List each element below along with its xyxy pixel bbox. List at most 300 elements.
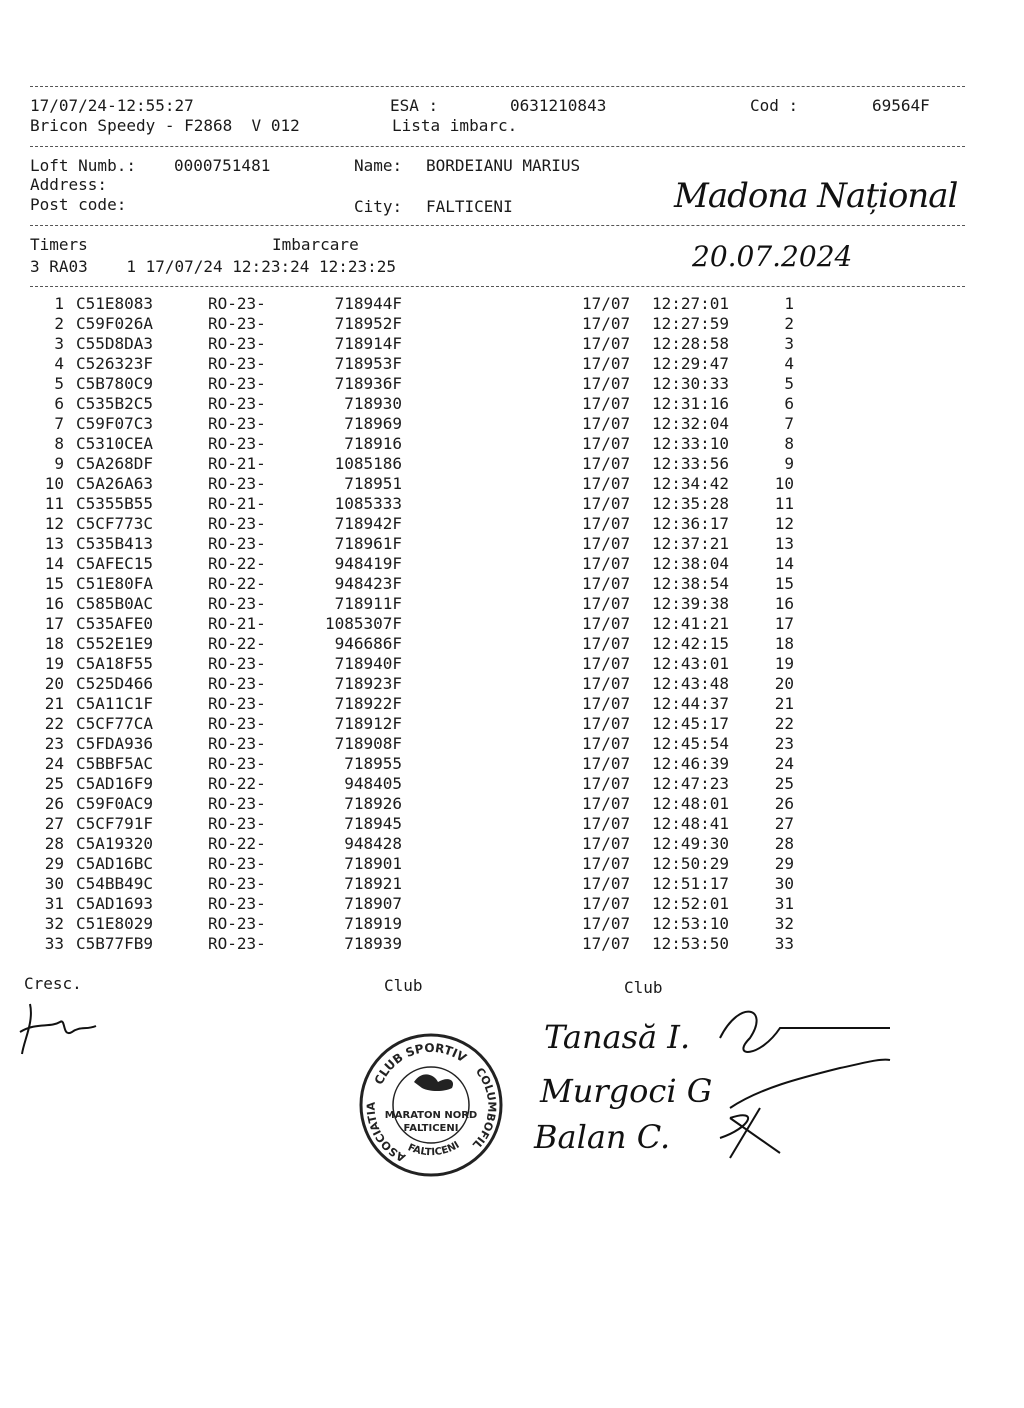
arrival-time: 12:48:41 bbox=[652, 814, 730, 833]
table-row bbox=[0, 574, 1024, 594]
ring-prefix: RO-23- bbox=[208, 434, 266, 453]
table-row bbox=[0, 314, 1024, 334]
arrival-time: 12:46:39 bbox=[652, 754, 730, 773]
ring-prefix: RO-22- bbox=[208, 834, 266, 853]
chip-id: C535AFE0 bbox=[76, 614, 154, 633]
club-label-2: Club bbox=[624, 978, 663, 997]
ring-number: 718969 bbox=[344, 414, 402, 433]
row-index: 31 bbox=[44, 894, 64, 913]
row-index: 2 bbox=[54, 314, 64, 333]
cresc-label: Cresc. bbox=[24, 974, 82, 993]
arrival-position: 15 bbox=[774, 574, 794, 593]
ring-prefix: RO-23- bbox=[208, 534, 266, 553]
row-index: 12 bbox=[44, 514, 64, 533]
pigeon-icon bbox=[414, 1074, 453, 1091]
row-index: 33 bbox=[44, 934, 64, 953]
city-value: FALTICENI bbox=[426, 197, 513, 216]
row-index: 30 bbox=[44, 874, 64, 893]
arrival-date: 17/07 bbox=[582, 734, 631, 753]
arrival-time: 12:43:01 bbox=[652, 654, 730, 673]
arrival-position: 24 bbox=[774, 754, 794, 773]
ring-prefix: RO-23- bbox=[208, 694, 266, 713]
chip-id: C59F026A bbox=[76, 314, 154, 333]
chip-id: C5CF791F bbox=[76, 814, 154, 833]
chip-id: C5A19320 bbox=[76, 834, 154, 853]
arrival-position: 23 bbox=[774, 734, 794, 753]
table-row bbox=[0, 754, 1024, 774]
row-index: 32 bbox=[44, 914, 64, 933]
postcode-label: Post code: bbox=[30, 195, 127, 214]
arrival-date: 17/07 bbox=[582, 854, 631, 873]
row-index: 23 bbox=[44, 734, 64, 753]
city-label: City: bbox=[354, 197, 403, 216]
arrival-time: 12:52:01 bbox=[652, 894, 730, 913]
chip-id: C5CF77CA bbox=[76, 714, 154, 733]
row-index: 27 bbox=[44, 814, 64, 833]
ring-prefix: RO-21- bbox=[208, 494, 266, 513]
chip-id: C5CF773C bbox=[76, 514, 154, 533]
esa-value: 0631210843 bbox=[510, 96, 607, 115]
arrival-position: 20 bbox=[774, 674, 794, 693]
chip-id: C51E80FA bbox=[76, 574, 154, 593]
arrival-date: 17/07 bbox=[582, 434, 631, 453]
ring-number: 948419F bbox=[334, 554, 402, 573]
table-row bbox=[0, 814, 1024, 834]
ring-number: 718911F bbox=[334, 594, 402, 613]
club-stamp bbox=[356, 1030, 506, 1180]
chip-id: C5A268DF bbox=[76, 454, 154, 473]
row-index: 15 bbox=[44, 574, 64, 593]
arrival-date: 17/07 bbox=[582, 354, 631, 373]
table-row bbox=[0, 494, 1024, 514]
arrival-time: 12:51:17 bbox=[652, 874, 730, 893]
signature-1: Tanasă I. bbox=[544, 1018, 691, 1056]
arrival-date: 17/07 bbox=[582, 494, 631, 513]
arrival-time: 12:33:56 bbox=[652, 454, 730, 473]
arrival-date: 17/07 bbox=[582, 334, 631, 353]
ring-number: 718919 bbox=[344, 914, 402, 933]
arrival-time: 12:48:01 bbox=[652, 794, 730, 813]
table-row bbox=[0, 374, 1024, 394]
table-row bbox=[0, 734, 1024, 754]
arrival-time: 12:47:23 bbox=[652, 774, 730, 793]
ring-number: 718912F bbox=[334, 714, 402, 733]
arrival-time: 12:38:54 bbox=[652, 574, 730, 593]
ring-number: 718952F bbox=[334, 314, 402, 333]
table-row bbox=[0, 894, 1024, 914]
arrival-date: 17/07 bbox=[582, 874, 631, 893]
row-index: 10 bbox=[44, 474, 64, 493]
chip-id: C585B0AC bbox=[76, 594, 154, 613]
table-row bbox=[0, 474, 1024, 494]
row-index: 29 bbox=[44, 854, 64, 873]
arrival-date: 17/07 bbox=[582, 314, 631, 333]
arrival-position: 22 bbox=[774, 714, 794, 733]
table-row bbox=[0, 334, 1024, 354]
table-row bbox=[0, 794, 1024, 814]
ring-number: 718939 bbox=[344, 934, 402, 953]
row-index: 5 bbox=[54, 374, 64, 393]
arrival-date: 17/07 bbox=[582, 754, 631, 773]
arrival-date: 17/07 bbox=[582, 794, 631, 813]
arrival-date: 17/07 bbox=[582, 414, 631, 433]
arrival-date: 17/07 bbox=[582, 674, 631, 693]
ring-number: 718930 bbox=[344, 394, 402, 413]
arrival-date: 17/07 bbox=[582, 654, 631, 673]
arrival-date: 17/07 bbox=[582, 914, 631, 933]
arrival-time: 12:33:10 bbox=[652, 434, 730, 453]
ring-prefix: RO-23- bbox=[208, 334, 266, 353]
table-row bbox=[0, 874, 1024, 894]
ring-number: 718923F bbox=[334, 674, 402, 693]
table-row bbox=[0, 914, 1024, 934]
arrival-time: 12:42:15 bbox=[652, 634, 730, 653]
imbarcare-label: Imbarcare bbox=[272, 235, 359, 254]
row-index: 28 bbox=[44, 834, 64, 853]
arrival-time: 12:50:29 bbox=[652, 854, 730, 873]
table-row bbox=[0, 454, 1024, 474]
fancier-name: BORDEIANU MARIUS bbox=[426, 156, 581, 175]
arrival-position: 9 bbox=[784, 454, 794, 473]
table-row bbox=[0, 934, 1024, 954]
arrival-position: 32 bbox=[774, 914, 794, 933]
ring-prefix: RO-23- bbox=[208, 874, 266, 893]
table-row bbox=[0, 434, 1024, 454]
row-index: 4 bbox=[54, 354, 64, 373]
ring-prefix: RO-23- bbox=[208, 594, 266, 613]
ring-prefix: RO-23- bbox=[208, 654, 266, 673]
arrival-time: 12:44:37 bbox=[652, 694, 730, 713]
table-row bbox=[0, 534, 1024, 554]
arrival-date: 17/07 bbox=[582, 594, 631, 613]
ring-prefix: RO-23- bbox=[208, 714, 266, 733]
ring-prefix: RO-23- bbox=[208, 814, 266, 833]
arrival-time: 12:35:28 bbox=[652, 494, 730, 513]
breeder-signature bbox=[16, 992, 106, 1062]
arrival-time: 12:30:33 bbox=[652, 374, 730, 393]
arrival-date: 17/07 bbox=[582, 534, 631, 553]
arrival-time: 12:32:04 bbox=[652, 414, 730, 433]
ring-prefix: RO-21- bbox=[208, 454, 266, 473]
stamp-top-text: CLUB SPORTIV bbox=[371, 1040, 469, 1087]
arrival-position: 30 bbox=[774, 874, 794, 893]
ring-prefix: RO-22- bbox=[208, 634, 266, 653]
ring-number: 948428 bbox=[344, 834, 402, 853]
row-index: 22 bbox=[44, 714, 64, 733]
table-row bbox=[0, 614, 1024, 634]
row-index: 7 bbox=[54, 414, 64, 433]
stamp-right-text: COLUMBOFIL bbox=[469, 1065, 499, 1152]
table-row bbox=[0, 694, 1024, 714]
arrival-position: 10 bbox=[774, 474, 794, 493]
chip-id: C5B780C9 bbox=[76, 374, 154, 393]
divider-timers bbox=[30, 286, 965, 287]
ring-prefix: RO-22- bbox=[208, 574, 266, 593]
table-row bbox=[0, 774, 1024, 794]
arrival-date: 17/07 bbox=[582, 634, 631, 653]
ring-number: 718951 bbox=[344, 474, 402, 493]
table-row bbox=[0, 634, 1024, 654]
ring-number: 718953F bbox=[334, 354, 402, 373]
address-label: Address: bbox=[30, 175, 108, 194]
signature-scribbles bbox=[690, 988, 910, 1188]
chip-id: C525D466 bbox=[76, 674, 154, 693]
chip-id: C5AFEC15 bbox=[76, 554, 154, 573]
arrival-time: 12:53:50 bbox=[652, 934, 730, 953]
ring-prefix: RO-23- bbox=[208, 314, 266, 333]
row-index: 6 bbox=[54, 394, 64, 413]
chip-id: C535B2C5 bbox=[76, 394, 154, 413]
divider-loft bbox=[30, 225, 965, 226]
arrival-time: 12:27:01 bbox=[652, 294, 730, 313]
chip-id: C526323F bbox=[76, 354, 154, 373]
chip-id: C5FDA936 bbox=[76, 734, 154, 753]
ring-prefix: RO-23- bbox=[208, 514, 266, 533]
arrival-date: 17/07 bbox=[582, 694, 631, 713]
arrival-position: 17 bbox=[774, 614, 794, 633]
handwritten-race-name: Madona Național bbox=[674, 176, 958, 216]
arrival-time: 12:37:21 bbox=[652, 534, 730, 553]
arrival-time: 12:31:16 bbox=[652, 394, 730, 413]
timers-label: Timers bbox=[30, 235, 88, 254]
signature-3: Balan C. bbox=[534, 1118, 671, 1156]
chip-id: C5AD16F9 bbox=[76, 774, 154, 793]
ring-number: 718922F bbox=[334, 694, 402, 713]
ring-prefix: RO-23- bbox=[208, 794, 266, 813]
ring-number: 718921 bbox=[344, 874, 402, 893]
row-index: 21 bbox=[44, 694, 64, 713]
arrival-time: 12:38:04 bbox=[652, 554, 730, 573]
arrival-time: 12:45:54 bbox=[652, 734, 730, 753]
table-row bbox=[0, 834, 1024, 854]
arrival-time: 12:45:17 bbox=[652, 714, 730, 733]
divider-top bbox=[30, 86, 965, 87]
table-row bbox=[0, 354, 1024, 374]
ring-prefix: RO-23- bbox=[208, 354, 266, 373]
chip-id: C5A11C1F bbox=[76, 694, 154, 713]
ring-prefix: RO-22- bbox=[208, 774, 266, 793]
table-row bbox=[0, 514, 1024, 534]
arrival-position: 2 bbox=[784, 314, 794, 333]
ring-number: 718945 bbox=[344, 814, 402, 833]
arrival-position: 26 bbox=[774, 794, 794, 813]
timers-line: 3 RA03 1 17/07/24 12:23:24 12:23:25 bbox=[30, 257, 397, 276]
esa-label: ESA : bbox=[390, 96, 439, 115]
arrival-time: 12:41:21 bbox=[652, 614, 730, 633]
arrival-position: 31 bbox=[774, 894, 794, 913]
arrival-position: 14 bbox=[774, 554, 794, 573]
loft-number: 0000751481 bbox=[174, 156, 271, 175]
arrival-time: 12:28:58 bbox=[652, 334, 730, 353]
loft-label: Loft Numb.: bbox=[30, 156, 136, 175]
ring-number: 718926 bbox=[344, 794, 402, 813]
ring-number: 1085307F bbox=[324, 614, 402, 633]
table-row bbox=[0, 414, 1024, 434]
stamp-center-line2: FALTICENI bbox=[403, 1123, 459, 1134]
ring-prefix: RO-23- bbox=[208, 854, 266, 873]
ring-prefix: RO-23- bbox=[208, 894, 266, 913]
ring-number: 948405 bbox=[344, 774, 402, 793]
ring-prefix: RO-23- bbox=[208, 934, 266, 953]
chip-id: C55D8DA3 bbox=[76, 334, 154, 353]
arrival-date: 17/07 bbox=[582, 574, 631, 593]
ring-number: 718961F bbox=[334, 534, 402, 553]
arrival-date: 17/07 bbox=[582, 774, 631, 793]
ring-prefix: RO-23- bbox=[208, 674, 266, 693]
arrival-date: 17/07 bbox=[582, 454, 631, 473]
ring-prefix: RO-23- bbox=[208, 394, 266, 413]
row-index: 11 bbox=[44, 494, 64, 513]
row-index: 19 bbox=[44, 654, 64, 673]
arrival-date: 17/07 bbox=[582, 834, 631, 853]
arrival-time: 12:34:42 bbox=[652, 474, 730, 493]
arrival-time: 12:39:38 bbox=[652, 594, 730, 613]
stamp-bottom-text: FALTICENI bbox=[406, 1139, 462, 1159]
arrival-date: 17/07 bbox=[582, 814, 631, 833]
ring-prefix: RO-23- bbox=[208, 914, 266, 933]
arrival-position: 1 bbox=[784, 294, 794, 313]
ring-prefix: RO-23- bbox=[208, 474, 266, 493]
arrival-position: 7 bbox=[784, 414, 794, 433]
arrival-position: 21 bbox=[774, 694, 794, 713]
arrival-date: 17/07 bbox=[582, 294, 631, 313]
arrival-position: 11 bbox=[774, 494, 794, 513]
arrival-position: 16 bbox=[774, 594, 794, 613]
arrival-position: 19 bbox=[774, 654, 794, 673]
arrival-date: 17/07 bbox=[582, 474, 631, 493]
table-row bbox=[0, 394, 1024, 414]
row-index: 26 bbox=[44, 794, 64, 813]
arrival-position: 12 bbox=[774, 514, 794, 533]
chip-id: C5A26A63 bbox=[76, 474, 154, 493]
arrival-date: 17/07 bbox=[582, 394, 631, 413]
ring-number: 718908F bbox=[334, 734, 402, 753]
club-label-1: Club bbox=[384, 976, 423, 995]
ring-number: 718955 bbox=[344, 754, 402, 773]
table-row bbox=[0, 714, 1024, 734]
ring-number: 718944F bbox=[334, 294, 402, 313]
chip-id: C5A18F55 bbox=[76, 654, 154, 673]
arrival-position: 28 bbox=[774, 834, 794, 853]
ring-number: 718901 bbox=[344, 854, 402, 873]
row-index: 1 bbox=[54, 294, 64, 313]
chip-id: C59F0AC9 bbox=[76, 794, 154, 813]
row-index: 17 bbox=[44, 614, 64, 633]
chip-id: C5355B55 bbox=[76, 494, 154, 513]
row-index: 13 bbox=[44, 534, 64, 553]
ring-number: 946686F bbox=[334, 634, 402, 653]
ring-number: 718942F bbox=[334, 514, 402, 533]
signature-2: Murgoci G bbox=[540, 1072, 713, 1110]
ring-number: 718914F bbox=[334, 334, 402, 353]
ring-number: 1085333 bbox=[334, 494, 402, 513]
arrival-position: 27 bbox=[774, 814, 794, 833]
row-index: 8 bbox=[54, 434, 64, 453]
ring-number: 718907 bbox=[344, 894, 402, 913]
chip-id: C5AD16BC bbox=[76, 854, 154, 873]
list-name: Lista imbarc. bbox=[392, 116, 518, 135]
print-datetime: 17/07/24-12:55:27 bbox=[30, 96, 194, 115]
table-row bbox=[0, 674, 1024, 694]
row-index: 14 bbox=[44, 554, 64, 573]
ring-prefix: RO-23- bbox=[208, 374, 266, 393]
arrival-position: 3 bbox=[784, 334, 794, 353]
row-index: 24 bbox=[44, 754, 64, 773]
stamp-left-text: ASOCIATIA bbox=[364, 1101, 408, 1165]
ring-number: 948423F bbox=[334, 574, 402, 593]
arrival-time: 12:27:59 bbox=[652, 314, 730, 333]
row-index: 3 bbox=[54, 334, 64, 353]
ring-prefix: RO-23- bbox=[208, 294, 266, 313]
row-index: 25 bbox=[44, 774, 64, 793]
arrival-date: 17/07 bbox=[582, 894, 631, 913]
row-index: 18 bbox=[44, 634, 64, 653]
divider-header bbox=[30, 146, 965, 147]
cod-value: 69564F bbox=[872, 96, 930, 115]
device-name: Bricon Speedy - F2868 V 012 bbox=[30, 116, 300, 135]
arrival-date: 17/07 bbox=[582, 934, 631, 953]
row-index: 16 bbox=[44, 594, 64, 613]
ring-number: 718940F bbox=[334, 654, 402, 673]
name-label: Name: bbox=[354, 156, 403, 175]
arrival-position: 29 bbox=[774, 854, 794, 873]
arrival-date: 17/07 bbox=[582, 554, 631, 573]
chip-id: C5AD1693 bbox=[76, 894, 154, 913]
row-index: 9 bbox=[54, 454, 64, 473]
row-index: 20 bbox=[44, 674, 64, 693]
arrival-position: 33 bbox=[774, 934, 794, 953]
chip-id: C552E1E9 bbox=[76, 634, 154, 653]
arrival-position: 18 bbox=[774, 634, 794, 653]
ring-prefix: RO-23- bbox=[208, 414, 266, 433]
ring-number: 718936F bbox=[334, 374, 402, 393]
arrival-time: 12:29:47 bbox=[652, 354, 730, 373]
cod-label: Cod : bbox=[750, 96, 799, 115]
chip-id: C59F07C3 bbox=[76, 414, 154, 433]
chip-id: C535B413 bbox=[76, 534, 154, 553]
table-row bbox=[0, 554, 1024, 574]
handwritten-date: 20.07.2024 bbox=[692, 240, 853, 273]
ring-number: 718916 bbox=[344, 434, 402, 453]
arrival-time: 12:43:48 bbox=[652, 674, 730, 693]
arrival-position: 5 bbox=[784, 374, 794, 393]
table-row bbox=[0, 294, 1024, 314]
ring-prefix: RO-23- bbox=[208, 734, 266, 753]
table-row bbox=[0, 594, 1024, 614]
arrival-position: 4 bbox=[784, 354, 794, 373]
chip-id: C54BB49C bbox=[76, 874, 154, 893]
ring-prefix: RO-22- bbox=[208, 554, 266, 573]
ring-number: 1085186 bbox=[334, 454, 402, 473]
ring-prefix: RO-21- bbox=[208, 614, 266, 633]
chip-id: C51E8083 bbox=[76, 294, 154, 313]
chip-id: C5310CEA bbox=[76, 434, 154, 453]
ring-prefix: RO-23- bbox=[208, 754, 266, 773]
arrival-date: 17/07 bbox=[582, 374, 631, 393]
arrival-time: 12:53:10 bbox=[652, 914, 730, 933]
stamp-center-line1: MARATON NORD bbox=[384, 1110, 478, 1121]
arrival-date: 17/07 bbox=[582, 614, 631, 633]
arrival-date: 17/07 bbox=[582, 514, 631, 533]
arrival-time: 12:49:30 bbox=[652, 834, 730, 853]
arrival-time: 12:36:17 bbox=[652, 514, 730, 533]
chip-id: C5BBF5AC bbox=[76, 754, 154, 773]
table-row bbox=[0, 654, 1024, 674]
arrival-position: 25 bbox=[774, 774, 794, 793]
arrival-position: 13 bbox=[774, 534, 794, 553]
arrival-date: 17/07 bbox=[582, 714, 631, 733]
chip-id: C5B77FB9 bbox=[76, 934, 154, 953]
